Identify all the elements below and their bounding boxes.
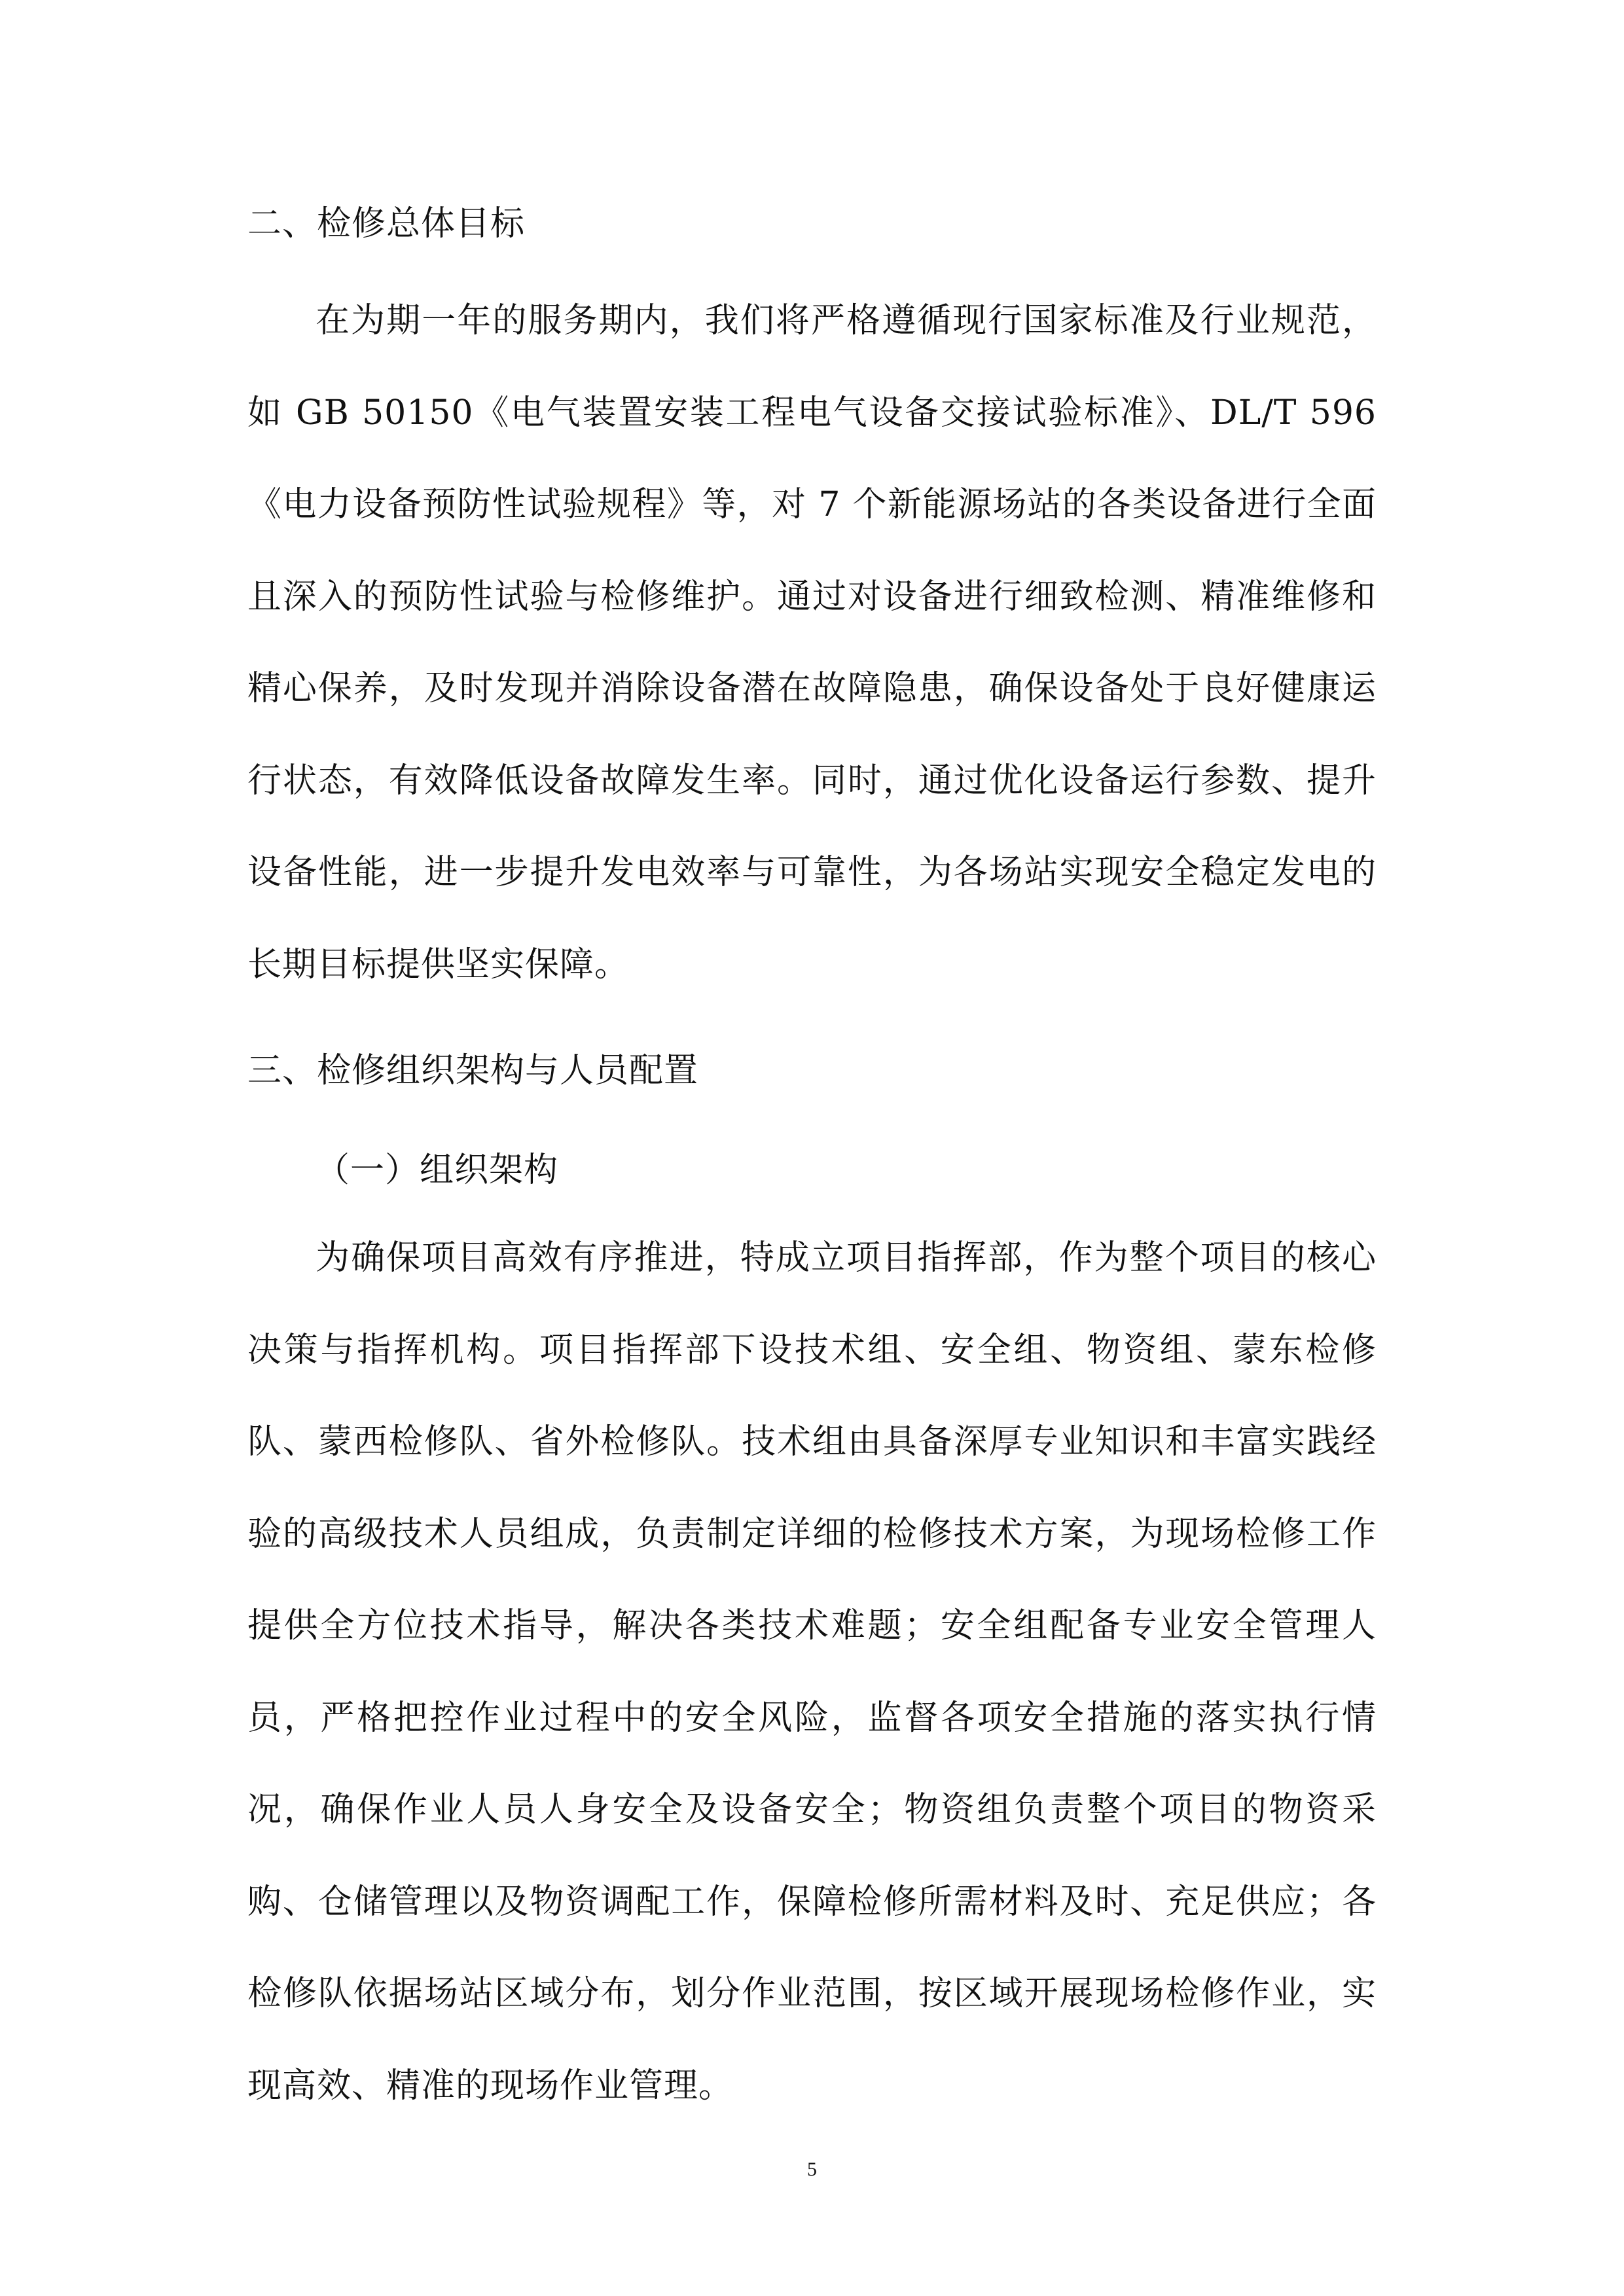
- section-two-paragraph: 在为期一年的服务期内，我们将严格遵循现行国家标准及行业规范，如 GB 50150《电气装置安装工程电气设备交接试验标准》、DL/T 596《电力设备预防性试验规程》等，对 7 个新能源场站的各类设备进行全面且深入的预防性试验与检修维护。通过对设备进行细致检测、精准维修和精心保养，及时发现并消除设备潜在故障隐患，确保设备处于良好健康运行状态，有效降低设备故障发生率。同时，通过优化设备运行参数、提升设备性能，进一步提升发电效率与可靠性，为各场站实现安全稳定发电的长期目标提供坚实保障。: [247, 301, 1377, 984]
- page-content: [247, 190, 1377, 2132]
- spacer: [247, 1011, 1377, 1037]
- section-three-heading: 三、检修组织架构与人员配置: [247, 1051, 699, 1090]
- page-number: 5: [807, 2159, 817, 2180]
- spacer: [247, 258, 1377, 275]
- subsection-one-heading: （一）组织架构: [316, 1151, 559, 1190]
- spacer: [247, 1204, 1377, 1212]
- section-two-heading: 二、检修总体目标: [247, 204, 526, 243]
- spacer: [247, 1105, 1377, 1136]
- subsection-one-paragraph: 为确保项目高效有序推进，特成立项目指挥部，作为整个项目的核心决策与指挥机构。项目指挥部下设技术组、安全组、物资组、蒙东检修队、蒙西检修队、省外检修队。技术组由具备深厚专业知识和丰富实践经验的高级技术人员组成，负责制定详细的检修技术方案，为现场检修工作提供全方位技术指导，解决各类技术难题；安全组配备专业安全管理人员，严格把控作业过程中的安全风险，监督各项安全措施的落实执行情况，确保作业人员人身安全及设备安全；物资组负责整个项目的物资采购、仓储管理以及物资调配工作，保障检修所需材料及时、充足供应；各检修队依据场站区域分布，划分作业范围，按区域开展现场检修作业，实现高效、精准的现场作业管理。: [247, 1238, 1377, 2106]
